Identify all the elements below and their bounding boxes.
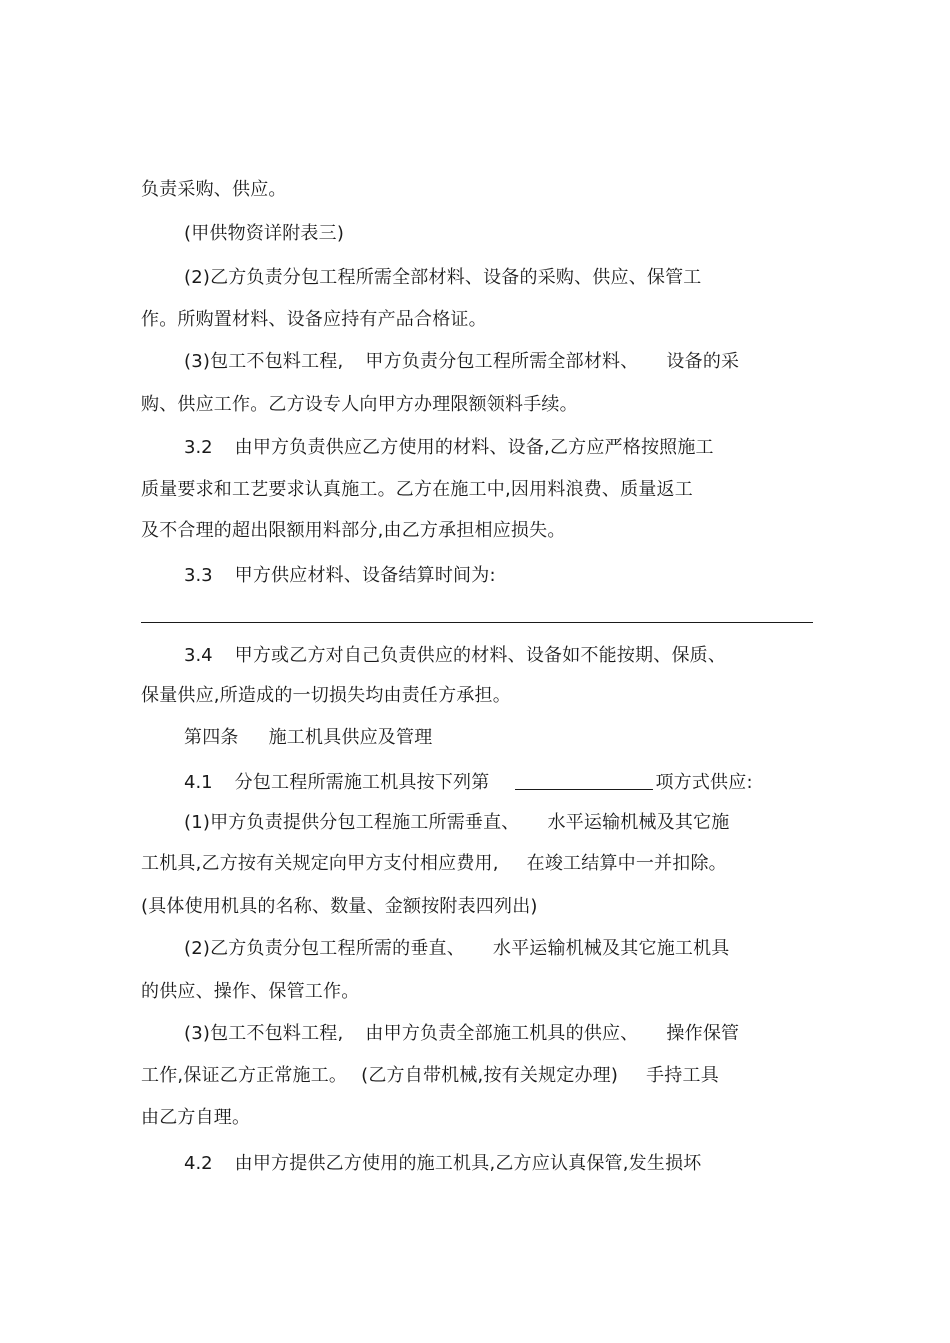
text-segment: 作。所购置材料、设备应持有产品合格证。 (141, 309, 487, 330)
text-line (141, 519, 566, 543)
text-segment: 手持工具 (646, 1065, 719, 1086)
text-segment: 由甲方负责供应乙方使用的材料、设备,乙方应严格按照施工 (234, 437, 714, 458)
article-heading (184, 726, 432, 750)
section-number: 3.2 (184, 437, 213, 458)
text-segment: 及不合理的超出限额用料部分,由乙方承担相应损失。 (141, 520, 566, 541)
text-segment: (乙方自带机械,按有关规定办理) (361, 1065, 619, 1086)
text-segment: 项方式供应: (655, 772, 753, 793)
text-segment: (具体使用机具的名称、数量、金额按附表四列出) (141, 896, 538, 917)
text-segment: 购、供应工作。乙方设专人向甲方办理限额领料手续。 (141, 394, 578, 415)
text-segment: 负责采购、供应。 (141, 179, 287, 200)
text-line (141, 852, 727, 876)
text-segment: (2)乙方负责分包工程所需的垂直、 (184, 938, 465, 959)
article-number: 第四条 (184, 727, 239, 748)
text-segment: (1)甲方负责提供分包工程施工所需垂直、 (184, 812, 520, 833)
text-line (184, 564, 496, 588)
text-segment: 分包工程所需施工机具按下列第 (234, 772, 490, 793)
section-number: 4.2 (184, 1153, 213, 1174)
text-segment: 由甲方提供乙方使用的施工机具,乙方应认真保管,发生损坏 (234, 1153, 702, 1174)
text-line (141, 478, 693, 502)
text-line (184, 436, 714, 460)
text-segment: 甲方供应材料、设备结算时间为: (234, 565, 496, 586)
text-line (141, 684, 511, 708)
fill-in-blank (515, 771, 653, 790)
text-segment: 操作保管 (666, 1023, 740, 1044)
section-number: 3.3 (184, 565, 213, 586)
text-segment: (甲供物资详附表三) (184, 223, 345, 244)
text-line (141, 980, 359, 1004)
fill-in-rule (141, 622, 813, 623)
text-line (184, 771, 753, 795)
article-title: 施工机具供应及管理 (268, 727, 433, 748)
text-line (141, 1106, 250, 1130)
text-line (184, 222, 344, 246)
text-segment: 的供应、操作、保管工作。 (141, 981, 360, 1002)
section-number: 3.4 (184, 645, 213, 666)
text-line (141, 178, 287, 202)
text-line (141, 393, 578, 417)
text-segment: 质量要求和工艺要求认真施工。乙方在施工中,因用料浪费、质量返工 (141, 479, 693, 500)
text-segment: 甲方或乙方对自己负责供应的材料、设备如不能按期、保质、 (234, 645, 727, 666)
text-segment: 水平运输机械及其它施 (547, 812, 730, 833)
text-line (141, 308, 487, 332)
text-segment: 设备的采 (666, 351, 740, 372)
text-line (184, 350, 739, 374)
section-number: 4.1 (184, 772, 213, 793)
text-segment: 在竣工结算中一并扣除。 (526, 853, 727, 874)
text-segment: (2)乙方负责分包工程所需全部材料、设备的采购、供应、保管工 (184, 267, 702, 288)
text-segment: 工作,保证乙方正常施工。 (141, 1065, 348, 1086)
text-line (184, 1022, 739, 1046)
text-segment: 甲方负责分包工程所需全部材料、 (365, 351, 639, 372)
text-line (184, 1152, 701, 1176)
text-line (184, 937, 730, 961)
text-segment: (3)包工不包料工程, (184, 1023, 344, 1044)
text-segment: 由甲方负责全部施工机具的供应、 (365, 1023, 639, 1044)
text-segment: 保量供应,所造成的一切损失均由责任方承担。 (141, 685, 511, 706)
text-segment: 工机具,乙方按有关规定向甲方支付相应费用, (141, 853, 499, 874)
text-segment: 由乙方自理。 (141, 1107, 251, 1128)
text-line (141, 1064, 719, 1088)
text-line (184, 644, 726, 668)
text-line (184, 266, 702, 290)
text-line (141, 895, 538, 919)
text-line (184, 811, 730, 835)
text-segment: 水平运输机械及其它施工机具 (492, 938, 730, 959)
text-segment: (3)包工不包料工程, (184, 351, 344, 372)
